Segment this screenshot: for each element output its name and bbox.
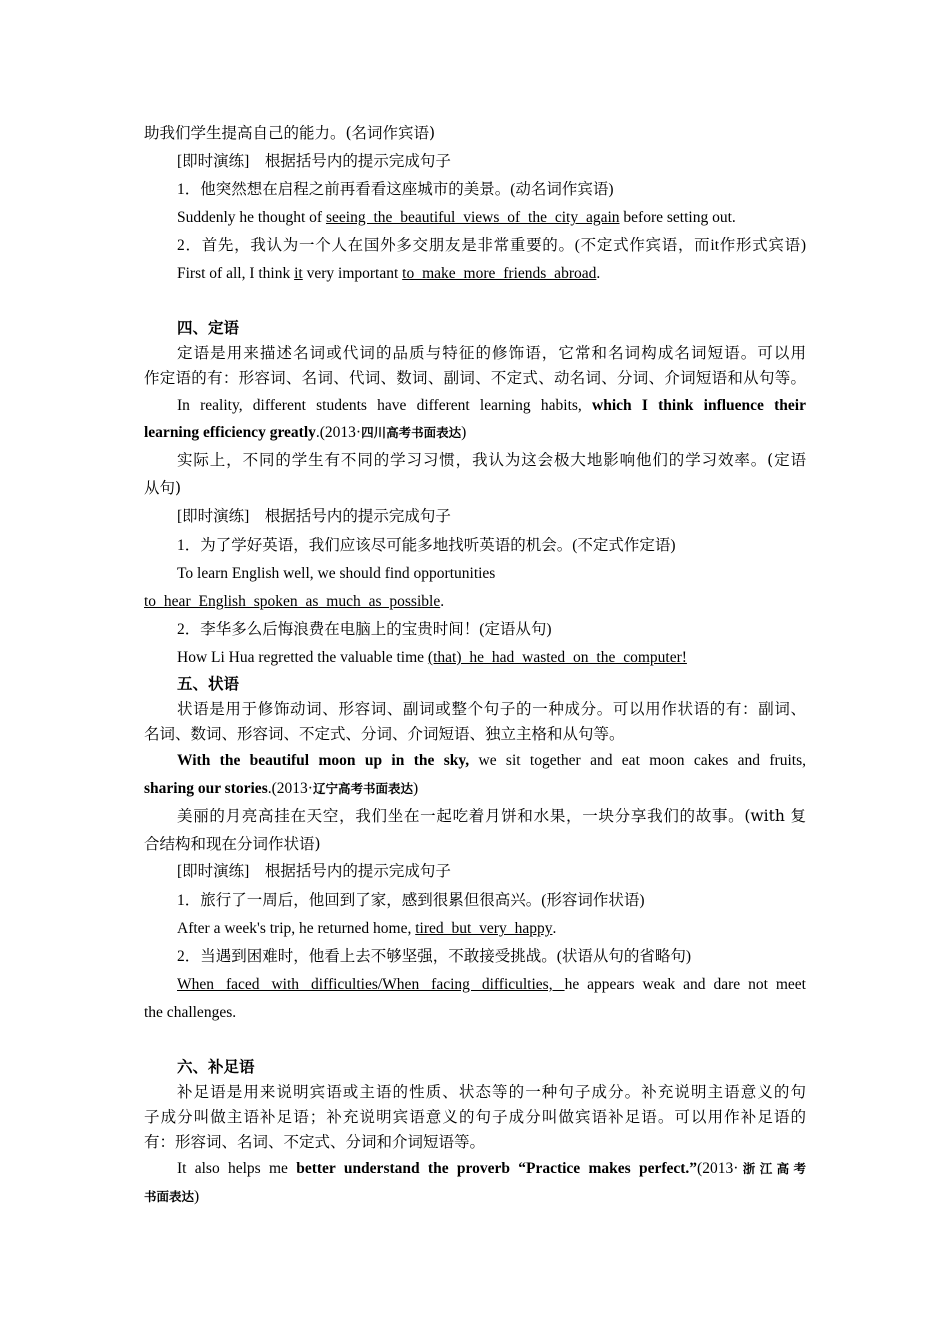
answer-text: before setting out. xyxy=(619,209,736,226)
definition-line: 状语是用于修饰动词、形容词、副词或整个句子的一种成分。可以用作状语的有：副词、 xyxy=(177,701,806,718)
answer-text: Suddenly he thought of xyxy=(177,209,326,226)
answer-fill: it xyxy=(294,265,303,282)
question-1: 1．他突然想在启程之前再看看这座城市的美景。(动名词作宾语) xyxy=(177,181,614,198)
source-label: 书面表达 xyxy=(144,1190,195,1204)
example-highlight: With the beautiful moon up in the sky, xyxy=(177,752,470,769)
translation-line: 实际上，不同的学生有不同的学习习惯，我认为这会极大地影响他们的学习效率。(定语 xyxy=(177,451,806,469)
example-highlight: better understand the proverb “Practice makes perfect.” xyxy=(296,1160,698,1177)
answer-fill: to hear English spoken as much as possible xyxy=(144,593,441,610)
paragraph-line: 助我们学生提高自己的能力。(名词作宾语) xyxy=(144,124,436,142)
example-text: It also helps me xyxy=(177,1160,297,1177)
example-sentence xyxy=(144,423,806,443)
definition-line: 补足语是用来说明宾语或主语的性质、状态等的一种句子成分。补充说明主语意义的句 xyxy=(177,1084,806,1101)
practice-heading: [即时演练] 根据括号内的提示完成句子 xyxy=(177,508,451,525)
source-label: 辽宁高考书面表达 xyxy=(312,782,413,796)
question-2: 2．李华多么后悔浪费在电脑上的宝贵时间！(定语从句) xyxy=(177,621,552,638)
example-text: ) xyxy=(461,424,467,441)
answer-1: To learn English well, we should find opportunities xyxy=(177,565,496,582)
definition-line: 子成分叫做主语补足语；补充说明宾语意义的句子成分叫做宾语补足语。可以用作补足语的 xyxy=(144,1109,806,1126)
answer-text: . xyxy=(440,593,445,610)
answer-fill: (that) he had wasted on the computer! xyxy=(427,649,687,666)
answer-text: very important xyxy=(302,265,403,282)
source-label: 浙江高考 xyxy=(738,1162,806,1176)
answer-text: . xyxy=(552,920,557,937)
answer-1-continued xyxy=(144,592,806,612)
definition-line: 作定语的有：形容词、名词、代词、数词、副词、不定式、动名词、分词、介词短语和从句等。 xyxy=(144,370,806,387)
answer-text: After a week's trip, he returned home, xyxy=(177,920,416,937)
example-sentence xyxy=(177,1159,806,1179)
answer-2 xyxy=(177,975,806,995)
example-text: .(2013· xyxy=(315,424,362,441)
example-text: ) xyxy=(412,780,419,797)
example-text: we sit together and eat moon cakes and fruits, xyxy=(469,752,806,769)
example-sentence xyxy=(144,1187,806,1207)
question-2: 2．首先，我认为一个人在国外多交朋友是非常重要的。(不定式作宾语，而it作形式宾语) xyxy=(177,237,806,254)
translation-line: 合结构和现在分词作状语) xyxy=(144,835,321,853)
example-sentence xyxy=(144,779,806,799)
example-text: (2013· xyxy=(697,1160,739,1177)
answer-2-continued: the challenges. xyxy=(144,1004,237,1021)
answer-text: he appears weak and dare not meet xyxy=(564,976,806,993)
translation-line: 从句) xyxy=(144,479,182,497)
answer-1 xyxy=(177,208,806,228)
answer-fill: seeing the beautiful views of the city again xyxy=(325,209,620,226)
answer-1 xyxy=(177,919,806,939)
practice-heading: [即时演练] 根据括号内的提示完成句子 xyxy=(177,863,451,880)
example-highlight: sharing our stories xyxy=(144,780,268,797)
definition-line: 定语是用来描述名词或代词的品质与特征的修饰语，它常和名词构成名词短语。可以用 xyxy=(177,345,806,362)
answer-fill: When faced with difficulties/When facing difficulties, xyxy=(177,976,565,993)
answer-text: First of all, I think xyxy=(177,265,295,282)
section-title: 四、定语 xyxy=(177,320,240,337)
example-text: ) xyxy=(194,1188,200,1205)
example-text: .(2013· xyxy=(267,780,313,797)
source-label: 四川高考书面表达 xyxy=(361,426,462,440)
question-2: 2．当遇到困难时，他看上去不够坚强，不敢接受挑战。(状语从句的省略句) xyxy=(177,948,692,965)
answer-2 xyxy=(177,264,806,284)
answer-text: How Li Hua regretted the valuable time xyxy=(177,649,428,666)
example-sentence xyxy=(177,751,806,771)
translation-line: 美丽的月亮高挂在天空，我们坐在一起吃着月饼和水果，一块分享我们的故事。(with 复 xyxy=(177,807,806,825)
section-title: 五、状语 xyxy=(177,676,240,693)
question-1: 1．为了学好英语，我们应该尽可能多地找听英语的机会。(不定式作定语) xyxy=(177,537,676,554)
answer-text: . xyxy=(596,265,601,282)
example-sentence xyxy=(177,396,806,416)
example-highlight: which I think influence their xyxy=(592,397,806,414)
example-text: In reality, different students have different learning habits, xyxy=(177,397,593,414)
definition-line: 名词、数词、形容词、不定式、分词、介词短语、独立主格和从句等。 xyxy=(144,726,625,743)
answer-2 xyxy=(177,648,806,668)
question-1: 1．旅行了一周后，他回到了家，感到很累但很高兴。(形容词作状语) xyxy=(177,892,645,909)
example-highlight: learning efficiency greatly xyxy=(144,424,316,441)
practice-heading: [即时演练] 根据括号内的提示完成句子 xyxy=(177,153,451,170)
section-title: 六、补足语 xyxy=(177,1059,255,1076)
definition-line: 有：形容词、名词、不定式、分词和介词短语等。 xyxy=(144,1134,486,1151)
answer-fill: to make more friends abroad xyxy=(402,265,597,282)
answer-fill: tired but very happy xyxy=(415,920,553,937)
